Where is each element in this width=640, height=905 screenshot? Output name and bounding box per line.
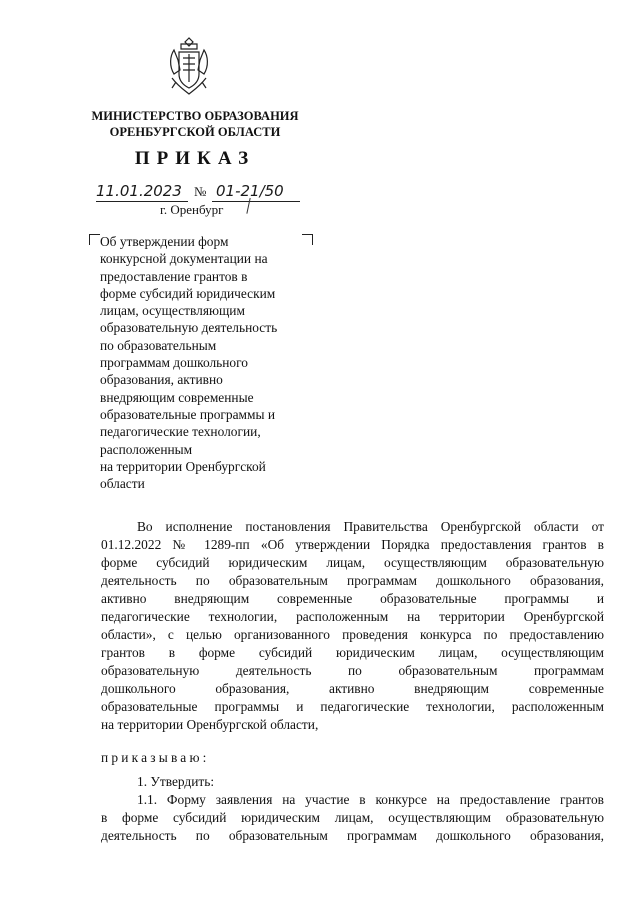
preamble-paragraph xyxy=(101,518,604,734)
city-name: г. Оренбург xyxy=(160,202,224,217)
subject-line: по образовательным xyxy=(100,337,217,353)
item-1-1-line: 1.1. Форму заявления на участие в конкурсе на предоставление грантов xyxy=(137,792,604,807)
preamble-line: деятельность по образовательным программам дошкольного образования, xyxy=(101,573,604,588)
number-underline xyxy=(212,201,300,202)
subject-line: форме субсидий юридическим xyxy=(100,285,276,301)
item-1-1-line: в форме субсидий юридическим лицам, осуществляющим образовательную xyxy=(101,810,604,825)
subject-line: конкурсной документации на xyxy=(100,251,268,267)
preamble-line: форме субсидий юридическим лицам, осуществляющим образовательную xyxy=(101,555,604,570)
item-1-1-line: деятельность по образовательным программам дошкольного образования, xyxy=(101,828,604,843)
number-sign: № xyxy=(194,184,207,199)
subject-line: области xyxy=(100,476,145,492)
subject-block xyxy=(100,233,315,492)
subject-line: Об утверждении форм xyxy=(100,234,229,249)
order-date: 11.01.2023 xyxy=(96,182,182,200)
subject-line: внедряющим современные xyxy=(100,389,254,405)
date-number-line xyxy=(96,182,306,204)
ministry-line-2: ОРЕНБУРГСКОЙ ОБЛАСТИ xyxy=(109,125,281,139)
subject-line: образовательные программы и xyxy=(100,406,275,422)
preamble-line: образовательную деятельность по образовательным программам xyxy=(101,663,604,678)
preamble-line: грантов в форме субсидий юридическим лицам, осуществляющим xyxy=(101,645,604,660)
preamble-line: Во исполнение постановления Правительства Оренбургской области от xyxy=(137,519,604,534)
preamble-line: 01.12.2022 № 1289-пп «Об утверждении Порядка предоставления грантов в xyxy=(101,537,604,552)
subject-line: образования, активно xyxy=(100,372,223,388)
preamble-line: активно внедряющим современные образовательные программы и xyxy=(101,591,604,606)
ministry-name xyxy=(80,108,310,140)
preamble-line: дошкольного образования, активно внедряющим современные xyxy=(101,681,604,696)
order-number: 01-21/50 xyxy=(216,182,284,200)
subject-bracket-left xyxy=(89,234,100,245)
item-1: 1. Утвердить: xyxy=(137,774,215,789)
subject-line: предоставление грантов в xyxy=(100,268,248,284)
order-word: приказываю: xyxy=(101,750,210,765)
subject-line: педагогические технологии, xyxy=(100,424,261,440)
ministry-line-1: МИНИСТЕРСТВО ОБРАЗОВАНИЯ xyxy=(91,109,299,123)
coat-of-arms-emblem xyxy=(166,36,212,98)
subject-line: образовательную деятельность xyxy=(100,320,278,336)
subject-line: расположенным xyxy=(100,441,193,457)
document-title: ПРИКАЗ xyxy=(134,148,256,169)
subject-line: лицам, осуществляющим xyxy=(100,303,245,319)
preamble-line: педагогические технологии, расположенным на территории Оренбургской xyxy=(101,609,604,624)
order-items xyxy=(101,773,604,845)
preamble-line: области», с целью организованного проведения конкурса по предоставлению xyxy=(101,627,604,642)
preamble-line: образовательные программы и педагогические технологии, расположенным xyxy=(101,699,604,714)
subject-line: на территории Оренбургской xyxy=(100,458,266,474)
preamble-last-line: на территории Оренбургской области, xyxy=(101,717,319,732)
subject-line: программам дошкольного xyxy=(100,355,248,371)
